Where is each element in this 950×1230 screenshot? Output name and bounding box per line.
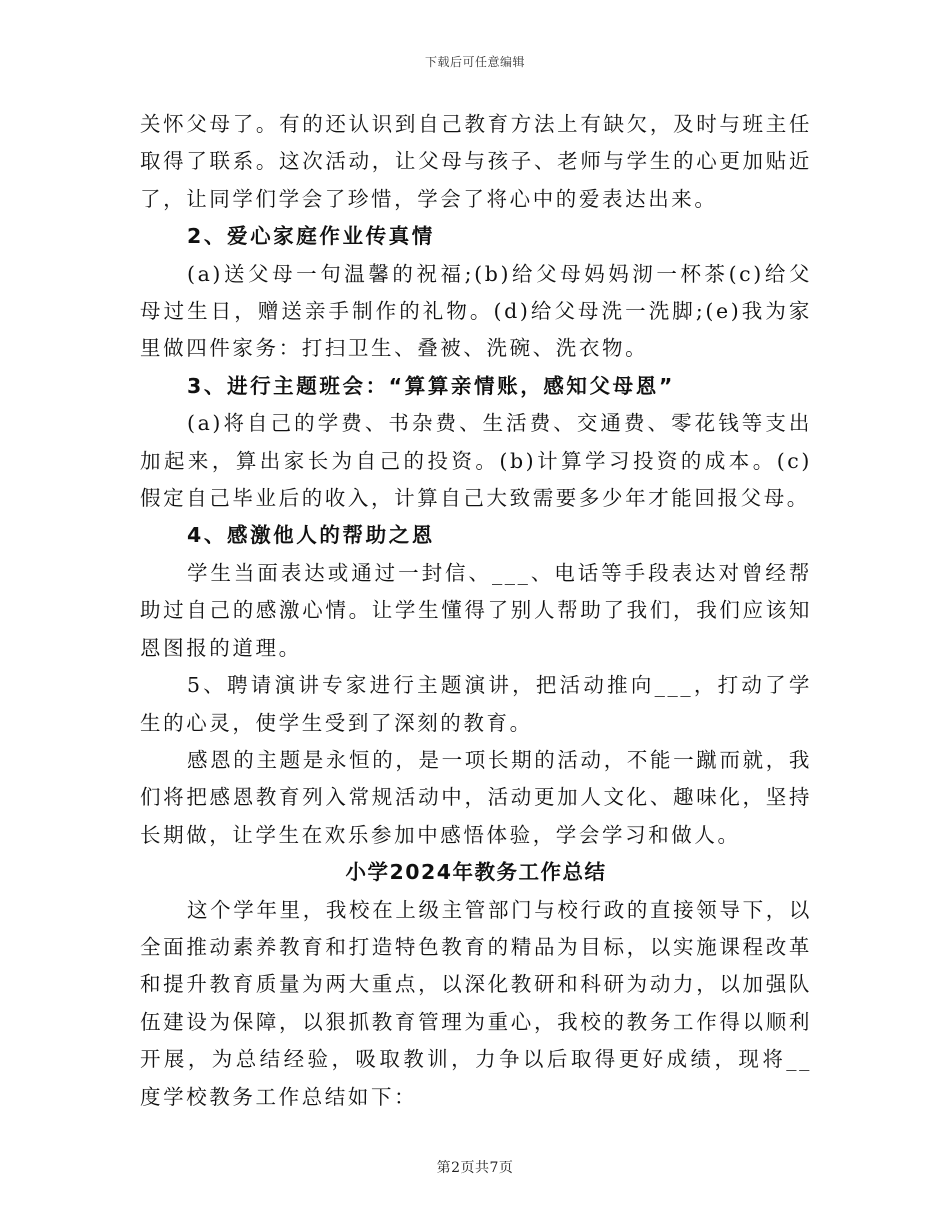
paragraph-gratitude: 学生当面表达或通过一封信、___、电话等手段表达对曾经帮助过自己的感激心情。让学生懂得了别人帮助了我们，我们应该知恩图报的道理。 — [140, 560, 812, 660]
paragraph-continuation: 关怀父母了。有的还认识到自己教育方法上有缺欠，及时与班主任取得了联系。这次活动，让父母与孩子、老师与学生的心更加贴近了，让同学们学会了珍惜，学会了将心中的爱表达出来。 — [140, 112, 812, 211]
paragraph-class-meeting: (a)将自己的学费、书杂费、生活费、交通费、零花钱等支出加起来，算出家长为自己的投资。(b)计算学习投资的成本。(c)假定自己毕业后的收入，计算自己大致需要多少年才能回报父母。 — [140, 411, 812, 511]
paragraph-speech: 5、聘请演讲专家进行主题演讲，把活动推向___，打动了学生的心灵，使学生受到了深刻的教育。 — [140, 673, 812, 735]
page-footer: 第2页共7页 — [436, 1160, 514, 1176]
document-title: 小学2024年教务工作总结 — [345, 860, 607, 885]
paragraph-conclusion: 感恩的主题是永恒的，是一项长期的活动，不能一蹴而就，我们将把感恩教育列入常规活动中，活动更加人文化、趣味化，坚持长期做，让学生在欢乐参加中感悟体验，学会学习和做人。 — [140, 747, 812, 847]
section-heading-4: 4、感激他人的帮助之恩 — [187, 523, 435, 548]
section-heading-2: 2、爱心家庭作业传真情 — [187, 224, 435, 249]
paragraph-summary-intro: 这个学年里，我校在上级主管部门与校行政的直接领导下，以全面推动素养教育和打造特色教育的精品为目标，以实施课程改革和提升教育质量为两大重点，以深化教研和科研为动力，以加强队伍建设为保障，以狠抓教育管理为重心，我校的教务工作得以顺利开展，为总结经验，吸取教训，力争以后取得更好成绩，现将__度学校教务工作总结如下： — [140, 897, 812, 1109]
section-heading-3: 3、进行主题班会：“算算亲情账，感知父母恩” — [187, 373, 675, 398]
page-header: 下载后可任意编辑 — [424, 55, 525, 69]
paragraph-homework: (a)送父母一句温馨的祝福;(b)给父母妈妈沏一杯茶(c)给父母过生日，赠送亲手制作的礼物。(d)给父母洗一洗脚;(e)我为家里做四件家务：打扫卫生、叠被、洗碗、洗衣物。 — [140, 261, 812, 361]
document-body — [140, 106, 812, 1116]
